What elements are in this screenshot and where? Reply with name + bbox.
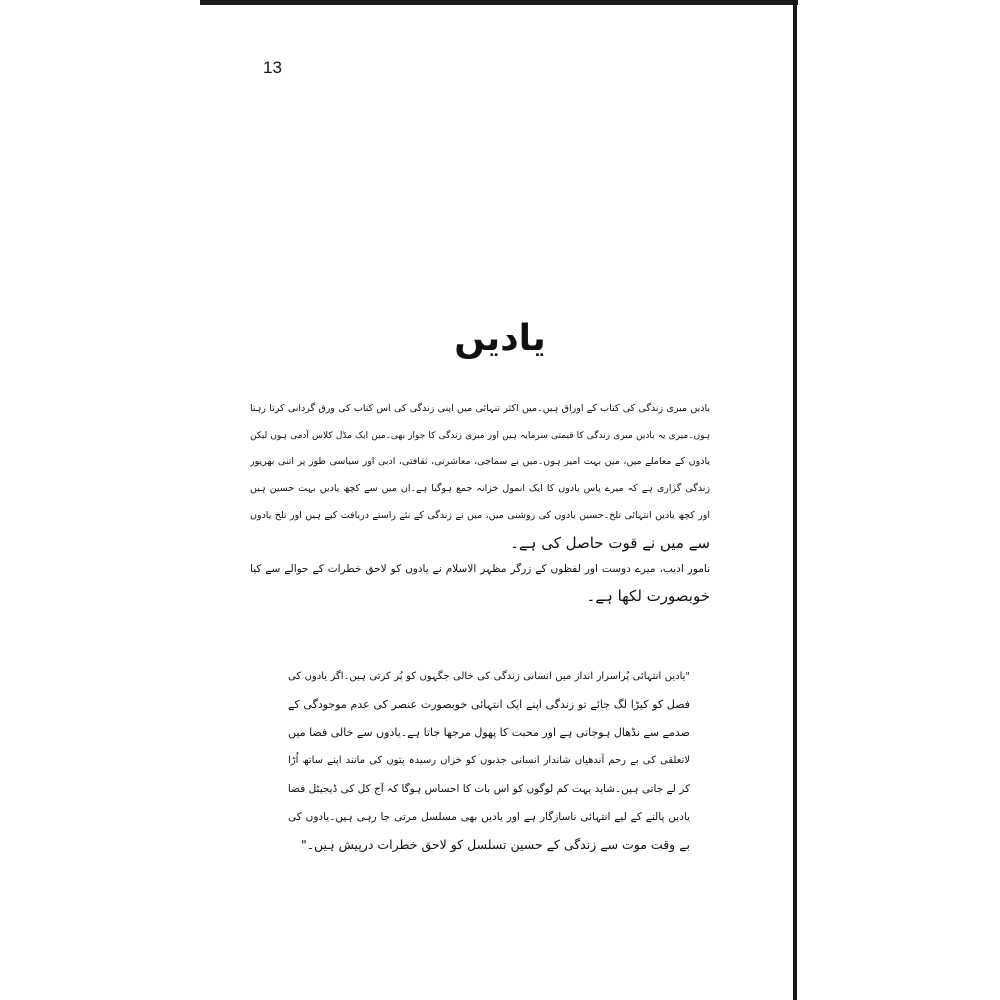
page-edge-top xyxy=(200,0,798,5)
quote-line: یادیں پالنے کے لیے انتہائی ناسازگار ہے اور یادیں بھی مسلسل مرتی جا رہی ہیں۔یادوں کی xyxy=(288,811,690,823)
paragraph-line: یادیں میری زندگی کی کتاب کے اوراق ہیں۔میں اکثر تنہائی میں اپنی زندگی کی اس کتاب کی ورق گردانی کرتا رہتا xyxy=(250,403,710,414)
paragraph-line: سے میں نے قوت حاصل کی ہے۔ xyxy=(510,533,710,552)
chapter-title: یادیں xyxy=(454,318,546,359)
page-edge-right xyxy=(793,0,797,1000)
paragraph-line: خوبصورت لکھا ہے۔ xyxy=(586,586,710,605)
body-text xyxy=(250,396,710,610)
quote-line: کر لے جاتی ہیں۔شاید بہت کم لوگوں کو اس بات کا احساس ہوگا کہ آج کل کی ڈیجیٹل فضا xyxy=(288,783,690,795)
paragraph-line: زندگی گزاری ہے کہ میرے پاس یادوں کا ایک انمول خزانہ جمع ہوگیا ہے۔ان میں سے کچھ یادیں بہت حسین ہیں xyxy=(250,483,710,495)
quote-line: بے وقت موت سے زندگی کے حسین تسلسل کو لاحق خطرات درپیش ہیں۔" xyxy=(300,837,690,852)
paragraph-line: ہوں۔میری یہ یادیں میری زندگی کا قیمتی سرمایہ ہیں اور میری زندگی کا جواز بھی۔میں ایک مڈل کلاس آدمی ہوں لیکن xyxy=(250,430,710,441)
quote-line: صدمے سے نڈھال ہوجاتی ہے اور محبت کا پھول مرجھا جاتا ہے۔یادوں سے خالی فضا میں xyxy=(288,726,690,739)
page-number: 13 xyxy=(263,58,282,77)
block-quote xyxy=(288,663,690,859)
quote-line: لاتعلقی کی بے رحم آندھیاں شاندار انسانی جذبوں کو خزاں رسیدہ پتوں کی مانند اپنے ساتھ اُڑا xyxy=(288,755,690,766)
quote-line: "یادیں انتہائی پُراسرار انداز میں انسانی زندگی کی خالی جگہوں کو پُر کرتی ہیں۔اگر یادوں کی xyxy=(288,671,690,682)
quote-line: فصل کو کیڑا لگ جائے تو زندگی اپنے ایک انتہائی خوبصورت عنصر کی عدم موجودگی کے xyxy=(288,698,690,711)
paragraph-line: نامور ادیب، میرے دوست اور لفظوں کے زرگر مظہر الاسلام نے یادوں کو لاحق خطرات کے حوالے سے کیا xyxy=(250,563,710,576)
paragraph-line: یادوں کے معاملے میں، میں بہت امیر ہوں۔میں نے سماجی، معاشرتی، ثقافتی، ادبی اور سیاسی طور پر اتنی بھرپور xyxy=(250,456,710,468)
paragraph-line: اور کچھ یادیں انتہائی تلخ۔حسین یادوں کی روشنی میں، میں نے زندگی کے نئے راستے دریافت کیے ہیں اور تلخ یادوں xyxy=(250,509,710,521)
